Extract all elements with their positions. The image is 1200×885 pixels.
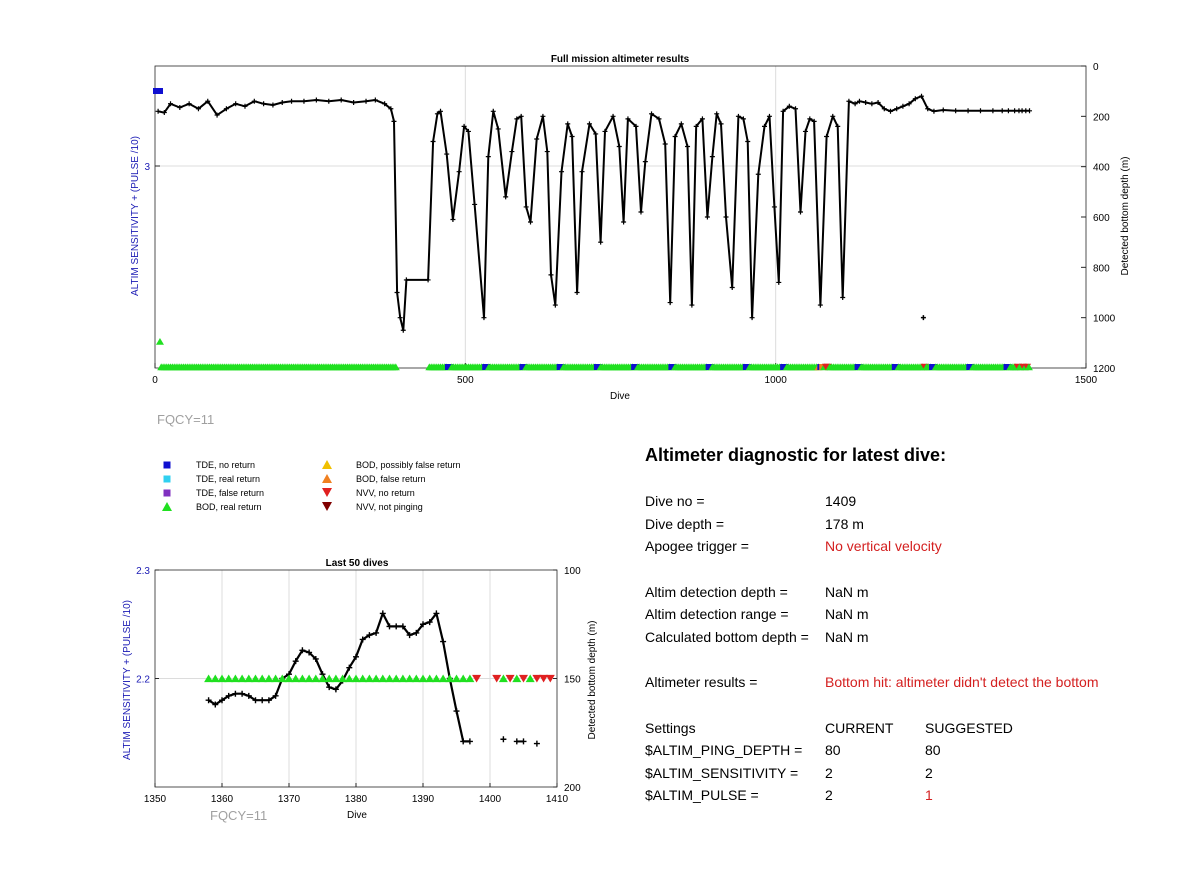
legend: [160, 458, 520, 518]
apogee-row: [645, 535, 1185, 558]
last50-marker-bod-real: [412, 674, 421, 682]
last50-marker-bod-real: [285, 674, 294, 682]
last50-depth-point: [447, 676, 453, 682]
last50-depth-point: [253, 697, 259, 703]
main-depth-point: [534, 136, 539, 141]
main-depth-point: [398, 315, 403, 320]
last50-marker-bod-real: [439, 674, 448, 682]
last50-depth-point: [266, 697, 272, 703]
last50-marker-bod-real: [218, 674, 227, 682]
dive-depth-label: Dive depth =: [645, 515, 724, 532]
last50-x-tick-label: 1380: [344, 794, 368, 805]
legend-item: [160, 472, 260, 485]
main-yr-tick-label: 800: [1093, 263, 1110, 275]
main-depth-point: [496, 126, 501, 131]
triangle-down-icon: [320, 500, 334, 513]
last50-depth-point: [226, 693, 232, 699]
main-yr-tick-label: 400: [1093, 162, 1110, 174]
last50-marker-bod-real: [405, 674, 414, 682]
legend-label: BOD, false return: [356, 473, 426, 484]
last50-yr-tick-label: 200: [564, 783, 581, 794]
main-depth-point: [668, 300, 673, 305]
dive-no-label: Dive no =: [645, 493, 705, 510]
last50-depth-point: [393, 623, 399, 629]
main-marker-tde-no-return: [153, 88, 163, 94]
main-chart-title: Full mission altimeter results: [550, 54, 690, 65]
main-series: [156, 94, 1032, 333]
legend-item: [320, 458, 461, 471]
last50-marker-nvv: [539, 675, 548, 683]
last50-depth-point: [534, 741, 540, 747]
main-depth-point: [548, 272, 553, 277]
last50-marker-bod-real: [338, 674, 347, 682]
main-depth-point: [689, 303, 694, 308]
main-yr-tick-label: 1200: [1093, 364, 1116, 375]
main-depth-point: [156, 109, 161, 114]
apogee-label: Apogee trigger =: [645, 538, 749, 555]
square-icon: [160, 486, 174, 499]
last50-marker-bod-real: [352, 674, 361, 682]
last50-depth-point: [286, 671, 292, 677]
main-depth-point: [869, 101, 874, 106]
last50-depth-point: [232, 691, 238, 697]
main-depth-point: [921, 315, 926, 320]
main-frame: [155, 66, 1086, 368]
last50-depth-point: [353, 654, 359, 660]
main-depth-point: [545, 149, 550, 154]
sensitivity-suggested: 2: [925, 764, 933, 781]
main-depth-point: [724, 215, 729, 220]
last50-marker-bod-real: [271, 674, 280, 682]
dive-depth-value: 178 m: [825, 515, 864, 532]
last50-marker-nvv: [492, 675, 501, 683]
main-depth-point: [663, 142, 668, 147]
main-depth-point: [351, 100, 356, 105]
last50-yl-tick-label: 2.2: [136, 674, 150, 686]
triangle-up-icon: [320, 472, 334, 485]
last50-marker-bod-real: [231, 674, 240, 682]
legend-label: BOD, real return: [196, 501, 262, 512]
settings-header-row: [645, 717, 1185, 740]
main-depth-point: [745, 139, 750, 144]
last50-depth-point: [279, 676, 285, 682]
last50-axes: [136, 566, 581, 805]
legend-item: [320, 472, 426, 485]
sensitivity-label: $ALTIM_SENSITIVITY =: [645, 764, 799, 781]
main-depth-point: [798, 209, 803, 214]
last50-depth-point: [273, 693, 279, 699]
main-depth-point: [638, 209, 643, 214]
main-depth-point: [314, 97, 319, 102]
last50-marker-bod-real: [365, 674, 374, 682]
apogee-value: No vertical velocity: [825, 538, 942, 555]
main-depth-point: [559, 169, 564, 174]
legend-label: TDE, no return: [196, 459, 256, 470]
main-depth-point: [803, 129, 808, 134]
sensitivity-current: 2: [825, 764, 833, 781]
main-depth-point: [509, 149, 514, 154]
last50-x-tick-label: 1360: [210, 794, 234, 805]
main-yr-tick-label: 1000: [1093, 313, 1116, 325]
last50-depth-point: [413, 630, 419, 636]
last50-marker-bod-real: [305, 674, 314, 682]
last50-marker-bod-real: [445, 674, 454, 682]
main-depth-point: [710, 154, 715, 159]
main-x-tick-label: 0: [152, 375, 158, 386]
last50-marker-nvv: [519, 675, 528, 683]
last50-depth-point: [360, 636, 366, 642]
main-depth-point: [941, 108, 946, 113]
pulse-row: [645, 784, 1185, 807]
main-depth-point: [756, 172, 761, 177]
main-depth-point: [570, 134, 575, 139]
last50-depth-point: [407, 632, 413, 638]
last50-marker-bod-real: [251, 674, 260, 682]
last50-marker-bod-real: [425, 674, 434, 682]
main-depth-point: [685, 144, 690, 149]
ping-depth-current: 80: [825, 742, 841, 759]
main-depth-point: [301, 99, 306, 104]
main-depth-point: [431, 139, 436, 144]
last50-x-tick-label: 1390: [411, 794, 435, 805]
main-depth-point: [401, 328, 406, 333]
last50-marker-bod-real: [419, 674, 428, 682]
last50-marker-bod-real: [244, 674, 253, 682]
last50-xlabel: Dive: [346, 810, 368, 821]
main-depth-point: [750, 315, 755, 320]
main-depth-point: [575, 290, 580, 295]
dive-depth-row: [645, 513, 1185, 536]
last50-depth-point: [333, 686, 339, 692]
last50-marker-bod-real: [325, 674, 334, 682]
altim-det-depth-label: Altim detection depth =: [645, 583, 788, 600]
main-depth-point: [426, 277, 431, 282]
diagnostic-title: Altimeter diagnostic for latest dive:: [645, 445, 947, 465]
results-row: [645, 671, 1185, 694]
suggested-label: SUGGESTED: [925, 719, 1013, 736]
last50-marker-nvv: [506, 675, 515, 683]
main-depth-point: [580, 169, 585, 174]
main-depth-point: [486, 154, 491, 159]
last50-x-tick-label: 1400: [478, 794, 502, 805]
last50-marker-bod-real: [358, 674, 367, 682]
last50-marker-bod-real: [291, 674, 300, 682]
square-icon: [160, 472, 174, 485]
settings-label: Settings: [645, 719, 696, 736]
main-depth-point: [824, 134, 829, 139]
main-depth-point: [1027, 108, 1032, 113]
last50-depth-point: [299, 647, 305, 653]
triangle-down-icon: [320, 486, 334, 499]
last50-depth-point: [460, 738, 466, 744]
main-depth-point: [280, 100, 285, 105]
last50-marker-bod-real: [298, 674, 307, 682]
main-depth-line: [158, 96, 1029, 330]
triangle-up-icon: [320, 458, 334, 471]
main-depth-point: [528, 220, 533, 225]
last50-frame: [155, 570, 557, 787]
main-yr-tick-label: 200: [1093, 112, 1110, 124]
main-depth-point: [978, 108, 983, 113]
main-depth-point: [617, 144, 622, 149]
last50-marker-bod-real: [211, 674, 220, 682]
diagnostic-panel: [645, 445, 1185, 807]
last50-marker-bod-real: [465, 674, 474, 682]
last50-depth-point: [380, 610, 386, 616]
results-value: Bottom hit: altimeter didn't detect the bottom: [825, 674, 1099, 691]
last50-marker-bod-real: [331, 674, 340, 682]
last50-marker-nvv: [546, 675, 555, 683]
last50-depth-point: [340, 678, 346, 684]
main-depth-point: [598, 240, 603, 245]
main-ylabel-right: Detected bottom depth (m): [1120, 156, 1131, 276]
main-depth-point: [1000, 108, 1005, 113]
main-depth-point: [339, 97, 344, 102]
last50-depth-point: [454, 708, 460, 714]
last50-marker-bod-real: [512, 674, 521, 682]
last50-depth-point: [387, 623, 393, 629]
main-fqcy-label: FQCY=11: [157, 412, 215, 427]
main-depth-point: [863, 100, 868, 105]
last50-depth-point: [440, 639, 446, 645]
main-depth-point: [326, 99, 331, 104]
last50-depth-point: [500, 736, 506, 742]
main-depth-point: [565, 121, 570, 126]
main-depth-point: [444, 152, 449, 157]
last50-depth-point: [467, 738, 473, 744]
last50-depth-point: [366, 632, 372, 638]
last50-marker-bod-real: [204, 674, 213, 682]
altim-det-range-label: Altim detection range =: [645, 606, 789, 623]
main-x-tick-label: 1500: [1074, 375, 1098, 386]
last50-marker-nvv: [532, 675, 541, 683]
main-chart: [0, 0, 1200, 430]
last50-marker-bod-real: [224, 674, 233, 682]
main-x-tick-label: 500: [456, 375, 474, 386]
last50-marker-bod-real: [385, 674, 394, 682]
altim-det-range-row: [645, 603, 1185, 626]
last50-marker-bod-real: [258, 674, 267, 682]
last50-yl-tick-label: 2.3: [136, 566, 150, 577]
last50-series: [206, 610, 540, 746]
main-x-tick-label: 1000: [764, 375, 787, 386]
last50-marker-bod-real: [459, 674, 468, 682]
main-depth-point: [643, 159, 648, 164]
last50-fqcy-label: FQCY=11: [210, 808, 268, 823]
main-depth-point: [1006, 108, 1011, 113]
last50-marker-bod-real: [392, 674, 401, 682]
last50-depth-point: [239, 691, 245, 697]
legend-item: [320, 486, 415, 499]
legend-label: NVV, no return: [356, 487, 415, 498]
legend-item: [320, 500, 423, 513]
calc-bottom-value: NaN m: [825, 628, 869, 645]
main-depth-point: [503, 194, 508, 199]
main-depth-point: [1012, 108, 1017, 113]
main-depth-point: [395, 290, 400, 295]
altim-det-range-value: NaN m: [825, 606, 869, 623]
main-depth-point: [270, 103, 275, 108]
pulse-current: 2: [825, 787, 833, 804]
last50-depth-point: [320, 671, 326, 677]
last50-depth-point: [306, 649, 312, 655]
last50-marker-bod-real: [311, 674, 320, 682]
main-depth-point: [990, 108, 995, 113]
last50-marker-nvv: [472, 675, 481, 683]
last50-depth-line: [209, 613, 470, 741]
main-yr-tick-label: 0: [1093, 62, 1099, 73]
main-depth-point: [261, 101, 266, 106]
main-depth-point: [772, 204, 777, 209]
last50-markers: [204, 674, 555, 682]
last50-depth-point: [346, 665, 352, 671]
last50-ylabel-right: Detected bottom depth (m): [587, 620, 598, 740]
main-depth-point: [481, 315, 486, 320]
calc-bottom-row: [645, 626, 1185, 649]
main-marker-bod-real: [156, 338, 164, 345]
last50-depth-point: [373, 630, 379, 636]
last50-yr-tick-label: 150: [564, 674, 581, 686]
last50-x-tick-label: 1410: [545, 794, 569, 805]
last50-marker-bod-real: [432, 674, 441, 682]
last50-x-tick-label: 1370: [277, 794, 301, 805]
legend-label: NVV, not pinging: [356, 501, 423, 512]
main-depth-point: [966, 108, 971, 113]
main-depth-point: [540, 114, 545, 119]
legend-item: [160, 500, 262, 513]
triangle-up-icon: [160, 500, 174, 513]
last50-depth-point: [246, 693, 252, 699]
legend-label: BOD, possibly false return: [356, 459, 461, 470]
last50-yr-tick-label: 100: [564, 566, 581, 577]
legend-item: [160, 458, 255, 471]
main-yl-tick-label: 3: [144, 162, 150, 173]
altim-det-depth-value: NaN m: [825, 583, 869, 600]
last50-ylabel-left: ALTIM SENSITIVITY + (PULSE /10): [122, 600, 133, 760]
square-icon: [160, 458, 174, 471]
last50-depth-point: [219, 697, 225, 703]
main-depth-point: [404, 277, 409, 282]
last50-depth-point: [427, 619, 433, 625]
pulse-suggested: 1: [925, 787, 933, 804]
current-label: CURRENT: [825, 719, 894, 736]
legend-label: TDE, real return: [196, 473, 261, 484]
last50-marker-bod-real: [278, 674, 287, 682]
main-depth-point: [391, 119, 396, 124]
main-depth-point: [730, 285, 735, 290]
last50-depth-point: [313, 656, 319, 662]
last50-depth-point: [326, 684, 332, 690]
main-depth-point: [289, 99, 294, 104]
last50-marker-bod-real: [398, 674, 407, 682]
main-depth-point: [457, 169, 462, 174]
altim-det-depth-row: [645, 581, 1185, 604]
dive-no-row: [645, 490, 1185, 513]
ping-depth-label: $ALTIM_PING_DEPTH =: [645, 742, 803, 759]
last50-marker-bod-real: [264, 674, 273, 682]
last50-depth-point: [514, 738, 520, 744]
results-label: Altimeter results =: [645, 674, 758, 691]
last50-title: Last 50 dives: [325, 558, 389, 569]
main-xlabel: Dive: [609, 391, 631, 402]
last50-x-tick-label: 1350: [143, 794, 167, 805]
main-depth-point: [776, 280, 781, 285]
sensitivity-row: [645, 762, 1185, 785]
last50-marker-bod-real: [526, 674, 535, 682]
main-depth-point: [491, 109, 496, 114]
main-depth-point: [553, 303, 558, 308]
last50-marker-bod-real: [372, 674, 381, 682]
last50-depth-point: [212, 702, 218, 708]
main-depth-point: [705, 215, 710, 220]
main-depth-point: [524, 204, 529, 209]
last50-marker-bod-real: [499, 674, 508, 682]
last50-marker-bod-real: [345, 674, 354, 682]
main-yr-tick-label: 600: [1093, 213, 1110, 224]
last50-depth-point: [259, 697, 265, 703]
last50-marker-bod-real: [318, 674, 327, 682]
pulse-label: $ALTIM_PULSE =: [645, 787, 759, 804]
main-depth-point: [450, 217, 455, 222]
last50-depth-point: [433, 610, 439, 616]
main-depth-point: [621, 220, 626, 225]
last50-marker-bod-real: [238, 674, 247, 682]
last50-depth-point: [400, 623, 406, 629]
dive-no-value: 1409: [825, 493, 857, 510]
main-depth-point: [840, 295, 845, 300]
legend-label: TDE, false return: [196, 487, 265, 498]
main-depth-point: [364, 99, 369, 104]
main-ylabel-left: ALTIM SENSITIVITY + (PULSE /10): [130, 136, 141, 296]
ping-depth-suggested: 80: [925, 742, 941, 759]
main-depth-point: [953, 108, 958, 113]
ping-depth-row: [645, 739, 1185, 762]
last50-depth-point: [206, 697, 212, 703]
last50-marker-bod-real: [378, 674, 387, 682]
last50-marker-bod-real: [452, 674, 461, 682]
last50-depth-point: [293, 658, 299, 664]
calc-bottom-label: Calculated bottom depth =: [645, 628, 809, 645]
main-depth-point: [472, 202, 477, 207]
main-depth-point: [818, 303, 823, 308]
legend-item: [160, 486, 264, 499]
last50-depth-point: [521, 738, 527, 744]
last50-depth-point: [420, 621, 426, 627]
